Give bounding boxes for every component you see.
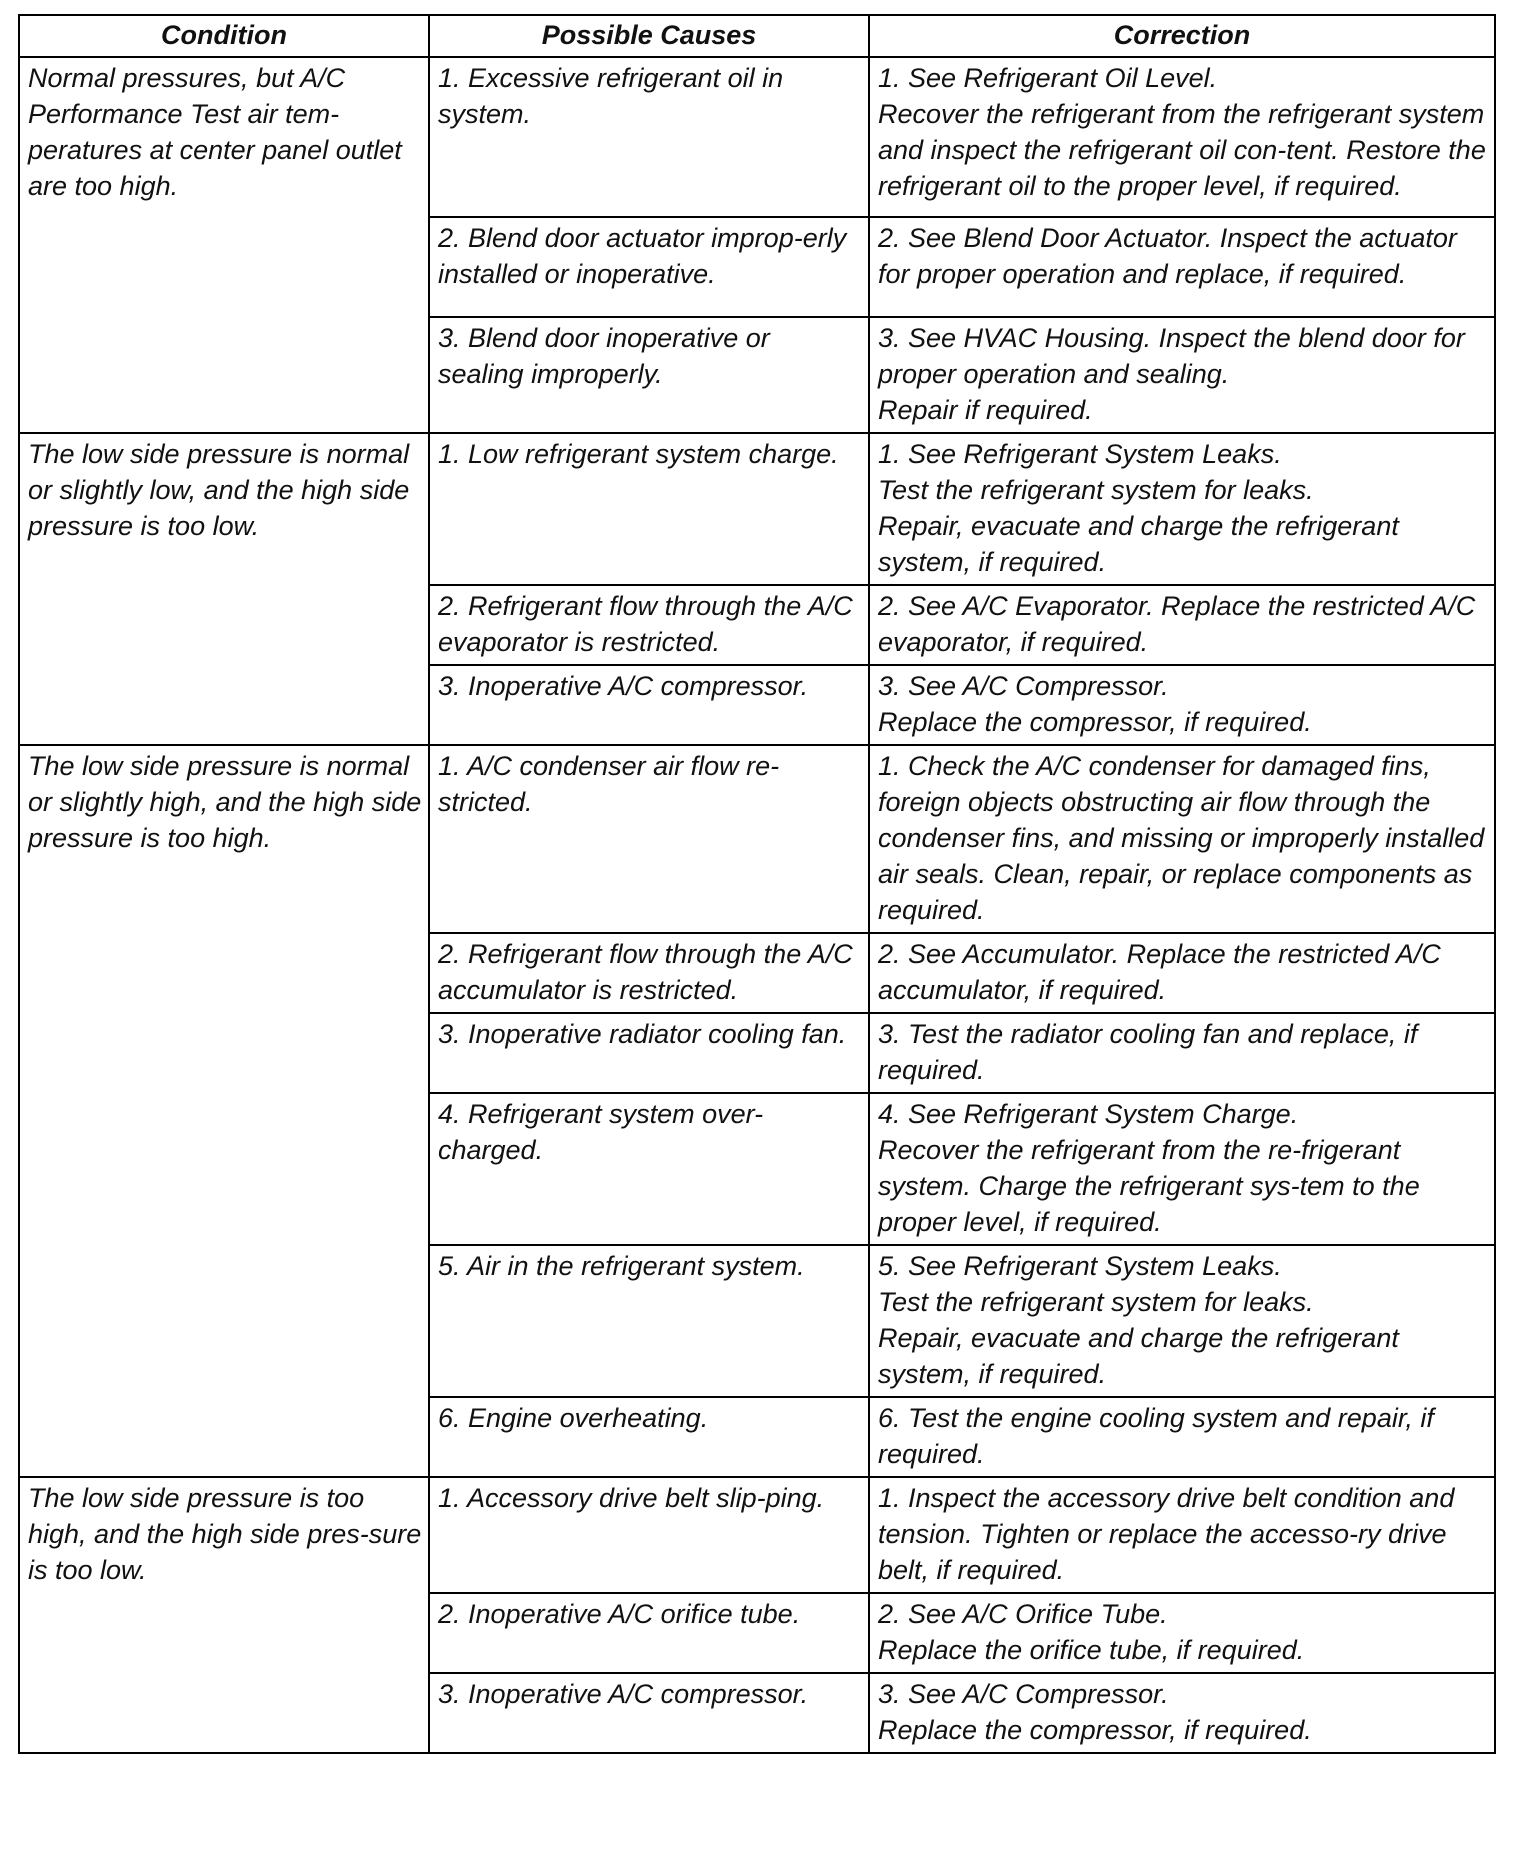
cause-cell (429, 1245, 869, 1397)
correction-cell (869, 217, 1495, 317)
correction-text: 3. See HVAC Housing. Inspect the blend door for proper operation and sealing. Repair if required. (878, 323, 1465, 425)
correction-cell (869, 1093, 1495, 1245)
correction-text: 3. Test the radiator cooling fan and replace, if required. (878, 1019, 1418, 1085)
correction-text: 2. See Blend Door Actuator. Inspect the actuator for proper operation and replace, if required. (878, 223, 1457, 289)
table-row (19, 1477, 1495, 1593)
correction-cell (869, 1013, 1495, 1093)
correction-text: 6. Test the engine cooling system and repair, if required. (878, 1403, 1434, 1469)
cause-cell (429, 1397, 869, 1477)
correction-cell (869, 1673, 1495, 1753)
cause-cell (429, 665, 869, 745)
correction-text: 3. See A/C Compressor. Replace the compressor, if required. (878, 1679, 1312, 1745)
condition-text: The low side pressure is normal or slightly low, and the high side pressure is too low. (28, 439, 410, 541)
header-possible-causes: Possible Causes (429, 15, 869, 57)
correction-cell (869, 1397, 1495, 1477)
cause-text: 1. A/C condenser air flow re-stricted. (438, 751, 780, 817)
cause-cell (429, 217, 869, 317)
header-correction: Correction (869, 15, 1495, 57)
correction-text: 2. See Accumulator. Replace the restricted A/C accumulator, if required. (878, 939, 1441, 1005)
header-condition: Condition (19, 15, 429, 57)
cause-text: 2. Inoperative A/C orifice tube. (438, 1599, 801, 1629)
cause-text: 4. Refrigerant system over-charged. (438, 1099, 764, 1165)
cause-cell (429, 57, 869, 217)
correction-cell (869, 433, 1495, 585)
cause-text: 3. Inoperative radiator cooling fan. (438, 1019, 847, 1049)
correction-cell (869, 1245, 1495, 1397)
correction-cell (869, 317, 1495, 433)
table-row (19, 433, 1495, 585)
correction-cell (869, 1593, 1495, 1673)
correction-cell (869, 57, 1495, 217)
correction-text: 4. See Refrigerant System Charge. Recover the refrigerant from the re-frigerant system. Charge the refrigerant sys-tem to the proper level, if required. (878, 1099, 1420, 1237)
correction-text: 5. See Refrigerant System Leaks. Test the refrigerant system for leaks. Repair, evacuate and charge the refrigerant system, if required. (878, 1251, 1399, 1389)
correction-text: 2. See A/C Orifice Tube. Replace the orifice tube, if required. (878, 1599, 1305, 1665)
cause-text: 3. Inoperative A/C compressor. (438, 1679, 809, 1709)
cause-text: 3. Blend door inoperative or sealing improperly. (438, 323, 770, 389)
header-row (19, 15, 1495, 57)
condition-text: The low side pressure is normal or slightly high, and the high side pressure is too high. (28, 751, 422, 853)
cause-cell (429, 317, 869, 433)
condition-cell (19, 745, 429, 1477)
cause-text: 2. Refrigerant flow through the A/C evaporator is restricted. (438, 591, 853, 657)
correction-cell (869, 933, 1495, 1013)
condition-text: Normal pressures, but A/C Performance Test air tem-peratures at center panel outlet are too high. (28, 63, 402, 201)
diagnosis-page (18, 14, 1494, 1754)
cause-cell (429, 1673, 869, 1753)
cause-text: 2. Blend door actuator improp-erly installed or inoperative. (438, 223, 847, 289)
cause-text: 2. Refrigerant flow through the A/C accumulator is restricted. (438, 939, 853, 1005)
correction-text: 1. See Refrigerant Oil Level. Recover the refrigerant from the refrigerant system and inspect the refrigerant oil con-tent. Restore the refrigerant oil to the proper level, if required. (878, 63, 1486, 201)
correction-text: 3. See A/C Compressor. Replace the compressor, if required. (878, 671, 1312, 737)
correction-text: 1. Check the A/C condenser for damaged fins, foreign objects obstructing air flow through the condenser fins, and missing or improperly installed air seals. Clean, repair, or replace components as required. (878, 751, 1485, 925)
correction-cell (869, 1477, 1495, 1593)
cause-text: 1. Low refrigerant system charge. (438, 439, 839, 469)
correction-cell (869, 745, 1495, 933)
table-row (19, 745, 1495, 933)
condition-cell (19, 433, 429, 745)
cause-cell (429, 1477, 869, 1593)
cause-text: 1. Excessive refrigerant oil in system. (438, 63, 784, 129)
cause-cell (429, 1593, 869, 1673)
correction-text: 1. Inspect the accessory drive belt condition and tension. Tighten or replace the accesso-ry drive belt, if required. (878, 1483, 1455, 1585)
diagnosis-table (18, 14, 1496, 1754)
cause-cell (429, 745, 869, 933)
correction-cell (869, 585, 1495, 665)
correction-text: 2. See A/C Evaporator. Replace the restricted A/C evaporator, if required. (878, 591, 1476, 657)
cause-cell (429, 1093, 869, 1245)
cause-text: 1. Accessory drive belt slip-ping. (438, 1483, 825, 1513)
cause-cell (429, 585, 869, 665)
condition-text: The low side pressure is too high, and the high side pres-sure is too low. (28, 1483, 422, 1585)
correction-text: 1. See Refrigerant System Leaks. Test the refrigerant system for leaks. Repair, evacuate and charge the refrigerant system, if required. (878, 439, 1399, 577)
cause-cell (429, 933, 869, 1013)
table-row (19, 57, 1495, 217)
cause-cell (429, 1013, 869, 1093)
correction-cell (869, 665, 1495, 745)
cause-cell (429, 433, 869, 585)
condition-cell (19, 1477, 429, 1753)
cause-text: 6. Engine overheating. (438, 1403, 709, 1433)
cause-text: 5. Air in the refrigerant system. (438, 1251, 805, 1281)
condition-cell (19, 57, 429, 433)
cause-text: 3. Inoperative A/C compressor. (438, 671, 809, 701)
